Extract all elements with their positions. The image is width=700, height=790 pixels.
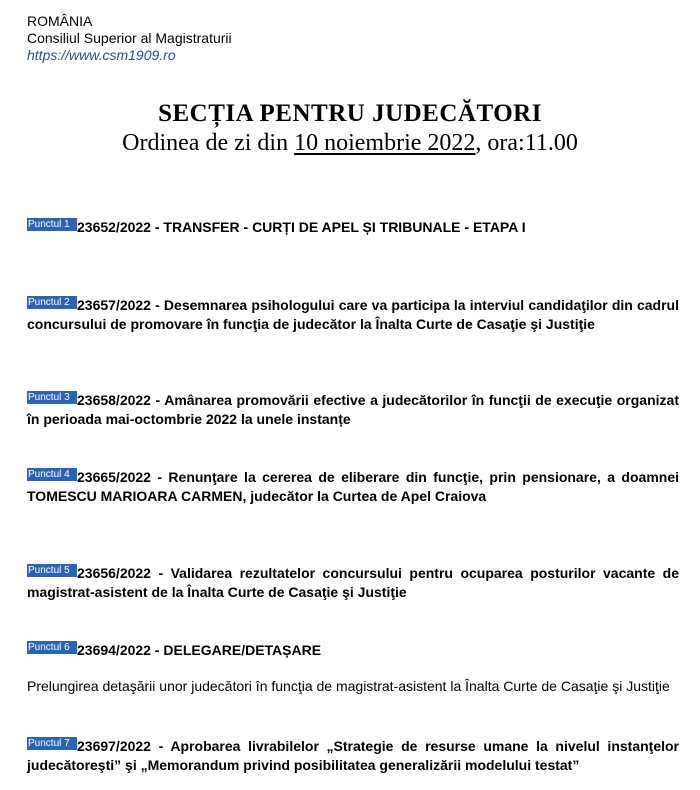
institution-label: Consiliul Superior al Magistraturii: [27, 30, 232, 46]
item-text: 23652/2022 - TRANSFER - CURȚI DE APEL ȘI TRIBUNALE - ETAPA I: [77, 219, 526, 235]
item-text: 23658/2022 - Amânarea promovării efective a judecătorilor în funcţii de execuţie organizat în perioada mai-octombrie 2022 la unele instanțe: [27, 392, 679, 427]
agenda-date: 10 noiembrie 2022: [294, 130, 476, 156]
agenda-item-7: [27, 737, 679, 775]
item-tag: Punctul 1: [27, 218, 77, 231]
document-header: [27, 13, 232, 64]
agenda-item-6-note: Prelungirea detaşării unor judecători în funcţia de magistrat-asistent la Înalta Curte de Casaţie şi Justiţie: [27, 678, 670, 694]
agenda-prefix: Ordinea de zi din: [122, 130, 295, 156]
item-tag: Punctul 6: [27, 641, 77, 654]
item-text: 23665/2022 - Renunţare la cererea de eliberare din funcţie, prin pensionare, a doamnei TOMESCU MARIOARA CARMEN, judecător la Curtea de Apel Craiova: [27, 469, 679, 504]
item-tag: Punctul 7: [27, 737, 77, 750]
item-tag: Punctul 3: [27, 391, 77, 404]
agenda-item-5: [27, 564, 679, 602]
item-text: 23656/2022 - Validarea rezultatelor concursului pentru ocuparea posturilor vacante de magistrat-asistent de la Înalta Curte de Casaţie şi Justiţie: [27, 565, 679, 600]
item-tag: Punctul 5: [27, 564, 77, 577]
agenda-item-6: [27, 641, 679, 660]
website-link[interactable]: https://www.csm1909.ro: [27, 47, 176, 63]
agenda-item-2: [27, 296, 679, 334]
country-label: ROMÂNIA: [27, 13, 93, 29]
agenda-item-1: [27, 218, 679, 237]
agenda-item-3: [27, 391, 679, 429]
item-tag: Punctul 4: [27, 468, 77, 481]
item-tag: Punctul 2: [27, 296, 77, 309]
agenda-item-4: [27, 468, 679, 506]
agenda-time: , ora:11.00: [475, 130, 578, 156]
item-text: 23657/2022 - Desemnarea psihologului care va participa la interviul candidaţilor din cadrul concursului de promovare în funcţia de judecător la Înalta Curte de Casaţie şi Justiţie: [27, 297, 679, 332]
item-text: 23694/2022 - DELEGARE/DETAȘARE: [77, 642, 322, 658]
item-text: 23697/2022 - Aprobarea livrabilelor „Strategie de resurse umane la nivelul instanţelor judecătoreşti” şi „Memorandum privind posibilitatea generalizării modelului testat”: [27, 738, 679, 773]
agenda-subtitle: [0, 130, 700, 157]
page-title: SECȚIA PENTRU JUDECĂTORI: [158, 100, 542, 127]
